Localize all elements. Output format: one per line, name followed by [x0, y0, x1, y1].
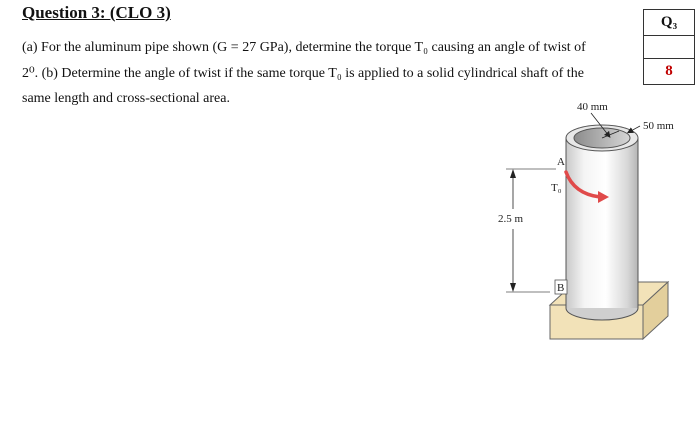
- point-b-label: B: [557, 282, 565, 294]
- outer-diameter-label: 50 mm: [643, 120, 674, 132]
- question-line-1: (a) For the aluminum pipe shown (G = 27 GPa), determine the torque T₀ causing an angle of twist of: [22, 40, 586, 55]
- score-value: 8: [665, 63, 673, 79]
- torque-label: T₀: [551, 182, 562, 194]
- score-box-label: Q₃: [644, 10, 694, 36]
- inner-diameter-label: 40 mm: [577, 101, 608, 113]
- length-dimension: [506, 169, 556, 292]
- question-heading: Question 3: (CLO 3): [22, 3, 171, 22]
- point-a-label: A: [557, 156, 565, 168]
- question-line-2: 2⁰. (b) Determine the angle of twist if the same torque T₀ is applied to a solid cylindrical shaft of the: [22, 65, 584, 81]
- aluminum-pipe: [566, 125, 638, 320]
- question-line-3: same length and cross-sectional area.: [22, 91, 230, 106]
- length-label: 2.5 m: [498, 213, 524, 225]
